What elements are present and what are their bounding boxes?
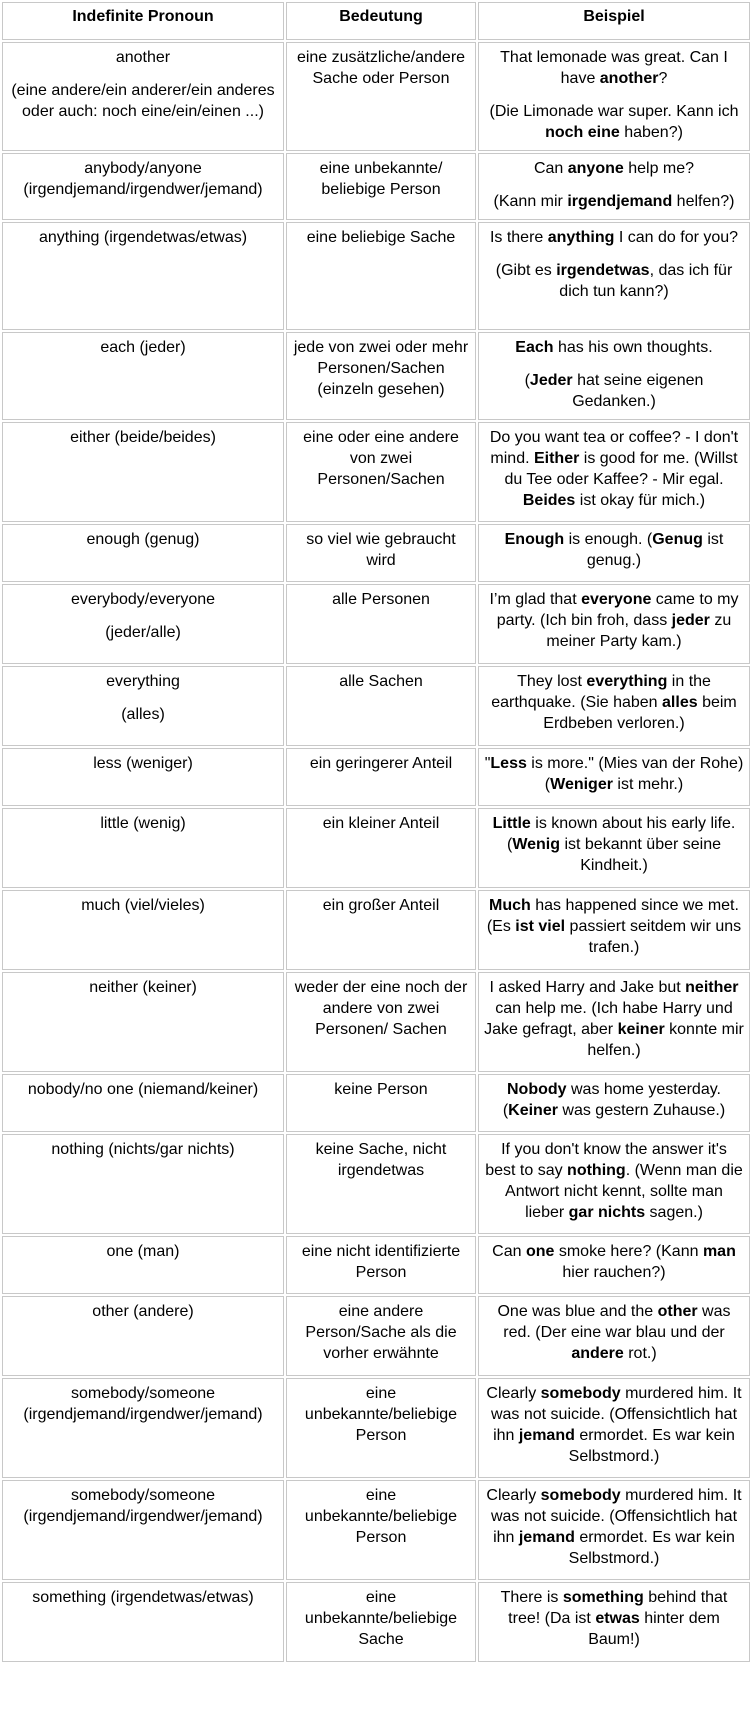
- example-cell: [478, 42, 750, 151]
- bold-text: Genug: [652, 531, 703, 548]
- meaning-cell: [286, 153, 476, 220]
- text: haben?): [619, 124, 683, 141]
- pronoun-cell-paragraph: [8, 80, 278, 122]
- bold-text: anything: [547, 229, 615, 246]
- pronoun-cell: [2, 1134, 284, 1234]
- table-row: [2, 1236, 750, 1294]
- example-cell-paragraph: [484, 260, 744, 302]
- example-cell: [478, 890, 750, 970]
- meaning-cell-paragraph: [292, 337, 470, 400]
- example-cell: [478, 972, 750, 1072]
- text: behind that tree! (Da ist: [508, 1589, 728, 1627]
- pronoun-cell: [2, 1480, 284, 1580]
- meaning-cell: [286, 584, 476, 664]
- bold-text: ist viel: [515, 918, 566, 935]
- bold-text: man: [702, 1243, 736, 1260]
- bold-text: something: [562, 1589, 644, 1606]
- text: anybody/anyone (irgendjemand/irgendwer/jemand): [23, 160, 263, 198]
- table-row: [2, 1480, 750, 1580]
- example-cell: [478, 332, 750, 420]
- text: eine unbekannte/ beliebige Person: [319, 160, 443, 198]
- table-row: [2, 1134, 750, 1234]
- text: nothing (nichts/gar nichts): [51, 1141, 235, 1158]
- text: keine Sache, nicht irgendetwas: [315, 1141, 447, 1179]
- pronoun-cell-paragraph: [8, 1241, 278, 1262]
- bold-text: alles: [662, 694, 698, 711]
- text: sagen.): [645, 1204, 703, 1221]
- meaning-cell: [286, 972, 476, 1072]
- example-cell: [478, 1134, 750, 1234]
- text: There is: [500, 1589, 563, 1606]
- text: ist genug.): [586, 531, 724, 569]
- text: hier rauchen?): [562, 1264, 666, 1281]
- example-cell-paragraph: [484, 1079, 744, 1121]
- meaning-cell: [286, 1378, 476, 1478]
- pronoun-cell-paragraph: [8, 1587, 278, 1608]
- text: One was blue and the: [497, 1303, 658, 1320]
- meaning-cell: [286, 1480, 476, 1580]
- example-cell-paragraph: [484, 977, 744, 1061]
- table-row: [2, 42, 750, 151]
- pronoun-cell-paragraph: [8, 622, 278, 643]
- example-cell-paragraph: [484, 1241, 744, 1283]
- pronoun-cell-paragraph: [8, 1301, 278, 1322]
- text: Can: [492, 1243, 526, 1260]
- text: beim Erdbeben verloren.): [543, 694, 737, 732]
- table-row: [2, 1074, 750, 1132]
- pronoun-cell-paragraph: [8, 753, 278, 774]
- text: helfen?): [672, 193, 735, 210]
- text: everything: [106, 673, 180, 690]
- pronoun-cell: [2, 332, 284, 420]
- pronoun-cell: [2, 422, 284, 522]
- meaning-cell-paragraph: [292, 47, 470, 89]
- example-cell: [478, 1074, 750, 1132]
- table-row: [2, 1296, 750, 1376]
- text: in the earthquake. (Sie haben: [491, 673, 711, 711]
- bold-text: Enough: [504, 531, 565, 548]
- text: (alles): [121, 706, 165, 723]
- pronoun-cell-paragraph: [8, 1383, 278, 1425]
- pronoun-cell-paragraph: [8, 1079, 278, 1100]
- meaning-cell: [286, 222, 476, 330]
- table-row: [2, 524, 750, 582]
- example-cell-paragraph: [484, 529, 744, 571]
- text: (Kann mir: [493, 193, 568, 210]
- bold-text: Wenig: [512, 836, 561, 853]
- meaning-cell-paragraph: [292, 1301, 470, 1364]
- meaning-cell-paragraph: [292, 1485, 470, 1548]
- example-cell: [478, 153, 750, 220]
- text: Is there: [489, 229, 548, 246]
- text: alle Personen: [332, 591, 430, 608]
- meaning-cell: [286, 524, 476, 582]
- pronoun-cell: [2, 1582, 284, 1662]
- bold-text: Either: [533, 450, 580, 467]
- meaning-cell: [286, 1236, 476, 1294]
- example-cell-paragraph: [484, 1301, 744, 1364]
- text: somebody/someone (irgendjemand/irgendwer/jemand): [23, 1487, 263, 1525]
- example-cell: [478, 222, 750, 330]
- bold-text: etwas: [595, 1610, 640, 1627]
- text: enough (genug): [86, 531, 200, 548]
- text: passiert seitdem wir uns trafen.): [565, 918, 742, 956]
- bold-text: Jeder: [529, 372, 573, 389]
- text: nobody/no one (niemand/keiner): [27, 1081, 259, 1098]
- pronoun-cell: [2, 584, 284, 664]
- bold-text: Weniger: [550, 776, 613, 793]
- pronoun-cell: [2, 1074, 284, 1132]
- text: is good for me. (Willst du Tee oder Kaffee? - Mir egal.: [504, 450, 738, 488]
- meaning-cell: [286, 1134, 476, 1234]
- example-cell-paragraph: [484, 753, 744, 795]
- example-cell: [478, 666, 750, 746]
- example-cell: [478, 1480, 750, 1580]
- meaning-cell: [286, 42, 476, 151]
- example-cell: [478, 584, 750, 664]
- text: I can do for you?: [614, 229, 739, 246]
- text: Can: [533, 160, 568, 177]
- text: either (beide/beides): [70, 429, 216, 446]
- text: ein großer Anteil: [322, 897, 440, 914]
- meaning-cell-paragraph: [292, 158, 470, 200]
- bold-text: Nobody: [507, 1081, 567, 1098]
- pronoun-cell-paragraph: [8, 337, 278, 358]
- text: eine nicht identifizierte Person: [301, 1243, 461, 1281]
- text: weder der eine noch der andere von zwei Personen/ Sachen: [294, 979, 468, 1038]
- bold-text: one: [525, 1243, 555, 1260]
- text: is enough. (: [564, 531, 653, 548]
- text: (: [524, 372, 530, 389]
- example-cell-paragraph: [484, 370, 744, 412]
- meaning-cell-paragraph: [292, 813, 470, 834]
- bold-text: other: [657, 1303, 698, 1320]
- text: has happened since we met. (Es: [486, 897, 739, 935]
- table-row: [2, 808, 750, 888]
- table-row: [2, 1582, 750, 1662]
- meaning-cell: [286, 332, 476, 420]
- pronoun-cell: [2, 748, 284, 806]
- text: other (andere): [92, 1303, 194, 1320]
- text: That lemonade was great. Can I have: [500, 49, 728, 87]
- text: rot.): [623, 1345, 657, 1362]
- bold-text: Beides: [522, 492, 576, 509]
- pronoun-cell: [2, 222, 284, 330]
- example-cell-paragraph: [484, 1139, 744, 1223]
- text: ermordet. Es war kein Selbstmord.): [568, 1427, 735, 1465]
- text: each (jeder): [100, 339, 186, 356]
- text: konnte mir helfen.): [587, 1021, 744, 1059]
- example-cell: [478, 1296, 750, 1376]
- example-cell-paragraph: [484, 158, 744, 179]
- bold-text: nothing: [567, 1162, 626, 1179]
- example-cell-paragraph: [484, 589, 744, 652]
- pronoun-cell: [2, 524, 284, 582]
- text: zu meiner Party kam.): [546, 612, 732, 650]
- text: eine unbekannte/beliebige Person: [304, 1487, 458, 1546]
- text: (Gibt es: [495, 262, 557, 279]
- example-cell-paragraph: [484, 191, 744, 212]
- text: so viel wie gebraucht wird: [306, 531, 456, 569]
- text: ist bekannt über seine Kindheit.): [560, 836, 722, 874]
- bold-text: Little: [492, 815, 531, 832]
- example-cell: [478, 1236, 750, 1294]
- text: much (viel/vieles): [81, 897, 205, 914]
- pronoun-cell: [2, 153, 284, 220]
- meaning-cell: [286, 890, 476, 970]
- table-row: [2, 972, 750, 1072]
- bold-text: Each: [515, 339, 554, 356]
- pronoun-cell: [2, 1236, 284, 1294]
- header-pronoun: Indefinite Pronoun: [2, 2, 284, 40]
- text: smoke here? (Kann: [554, 1243, 703, 1260]
- text: I’m glad that: [489, 591, 582, 608]
- bold-text: andere: [571, 1345, 624, 1362]
- meaning-cell-paragraph: [292, 529, 470, 571]
- example-cell-paragraph: [484, 337, 744, 358]
- text: help me?: [623, 160, 695, 177]
- text: eine andere Person/Sache als die vorher erwähnte: [305, 1303, 457, 1362]
- header-example: Beispiel: [478, 2, 750, 40]
- table-row: [2, 153, 750, 220]
- pronoun-cell-paragraph: [8, 1139, 278, 1160]
- table-row: [2, 748, 750, 806]
- pronoun-cell-paragraph: [8, 427, 278, 448]
- pronoun-cell: [2, 1296, 284, 1376]
- text: (eine andere/ein anderer/ein anderes oder auch: noch eine/ein/einen ...): [11, 82, 275, 120]
- meaning-cell: [286, 748, 476, 806]
- pronoun-cell-paragraph: [8, 227, 278, 248]
- example-cell: [478, 808, 750, 888]
- text: eine oder eine andere von zwei Personen/Sachen: [303, 429, 459, 488]
- bold-text: somebody: [540, 1385, 621, 1402]
- text: another: [115, 49, 171, 66]
- text: ein geringerer Anteil: [309, 755, 453, 772]
- text: has his own thoughts.: [553, 339, 713, 356]
- pronoun-cell-paragraph: [8, 1485, 278, 1527]
- bold-text: jemand: [518, 1529, 575, 1546]
- text: They lost: [517, 673, 587, 690]
- text: If you don't know the answer it's best to say: [485, 1141, 727, 1179]
- pronoun-cell-paragraph: [8, 589, 278, 610]
- example-cell-paragraph: [484, 47, 744, 89]
- meaning-cell-paragraph: [292, 427, 470, 490]
- text: . (Wenn man die Antwort nicht kennt, sollte man lieber: [505, 1162, 743, 1221]
- example-cell-paragraph: [484, 1383, 744, 1467]
- text: , das ich für dich tun kann?): [559, 262, 733, 300]
- pronoun-cell-paragraph: [8, 158, 278, 200]
- table-row: [2, 422, 750, 522]
- bold-text: somebody: [540, 1487, 621, 1504]
- pronoun-cell-paragraph: [8, 895, 278, 916]
- bold-text: another: [599, 70, 659, 87]
- bold-text: jeder: [671, 612, 710, 629]
- example-cell: [478, 1582, 750, 1662]
- text: eine beliebige Sache: [306, 229, 456, 246]
- example-cell: [478, 524, 750, 582]
- text: is known about his early life. (: [506, 815, 736, 853]
- example-cell: [478, 1378, 750, 1478]
- text: eine unbekannte/beliebige Person: [304, 1385, 458, 1444]
- text: ": [484, 755, 491, 772]
- table-row: [2, 332, 750, 420]
- pronoun-cell-paragraph: [8, 671, 278, 692]
- text: hat seine eigenen Gedanken.): [572, 372, 704, 410]
- bold-text: keiner: [617, 1021, 665, 1038]
- bold-text: everything: [586, 673, 668, 690]
- text: ist okay für mich.): [575, 492, 706, 509]
- text: less (weniger): [93, 755, 193, 772]
- meaning-cell-paragraph: [292, 895, 470, 916]
- pronoun-cell-paragraph: [8, 813, 278, 834]
- text: ein kleiner Anteil: [322, 815, 440, 832]
- bold-text: neither: [685, 979, 739, 996]
- pronoun-cell-paragraph: [8, 529, 278, 550]
- text: murdered him. It was not suicide. (Offensichtlich hat ihn: [490, 1385, 742, 1444]
- example-cell-paragraph: [484, 813, 744, 876]
- text: little (wenig): [100, 815, 186, 832]
- text: keine Person: [334, 1081, 428, 1098]
- text: can help me. (Ich habe Harry und Jake gefragt, aber: [484, 1000, 733, 1038]
- table-row: [2, 584, 750, 664]
- example-cell-paragraph: [484, 1587, 744, 1650]
- table-row: [2, 666, 750, 746]
- pronoun-cell: [2, 666, 284, 746]
- bold-text: Much: [489, 897, 531, 914]
- bold-text: Keiner: [508, 1102, 558, 1119]
- text: neither (keiner): [89, 979, 197, 996]
- pronoun-cell-paragraph: [8, 704, 278, 725]
- meaning-cell-paragraph: [292, 671, 470, 692]
- text: something (irgendetwas/etwas): [32, 1589, 254, 1606]
- bold-text: noch eine: [545, 124, 620, 141]
- example-cell: [478, 748, 750, 806]
- text: was red. (Der eine war blau und der: [503, 1303, 731, 1341]
- example-cell: [478, 422, 750, 522]
- pronoun-cell: [2, 1378, 284, 1478]
- text: Do you want tea or coffee? - I don't mind.: [489, 429, 739, 467]
- pronoun-cell: [2, 972, 284, 1072]
- meaning-cell: [286, 1074, 476, 1132]
- header-row: [2, 2, 750, 40]
- meaning-cell-paragraph: [292, 589, 470, 610]
- text: eine unbekannte/beliebige Sache: [304, 1589, 458, 1648]
- bold-text: anyone: [567, 160, 624, 177]
- meaning-cell-paragraph: [292, 1079, 470, 1100]
- text: was home yesterday. (: [502, 1081, 721, 1119]
- header-meaning: Bedeutung: [286, 2, 476, 40]
- text: (Die Limonade war super. Kann ich: [489, 103, 739, 120]
- text: everybody/everyone: [70, 591, 216, 608]
- meaning-cell-paragraph: [292, 1383, 470, 1446]
- text: was gestern Zuhause.): [557, 1102, 726, 1119]
- pronoun-cell: [2, 890, 284, 970]
- text: ?: [658, 70, 668, 87]
- meaning-cell-paragraph: [292, 1587, 470, 1650]
- meaning-cell: [286, 1582, 476, 1662]
- meaning-cell-paragraph: [292, 227, 470, 248]
- table-row: [2, 222, 750, 330]
- text: murdered him. It was not suicide. (Offensichtlich hat ihn: [490, 1487, 742, 1546]
- meaning-cell: [286, 808, 476, 888]
- text: hinter dem Baum!): [588, 1610, 720, 1648]
- example-cell-paragraph: [484, 1485, 744, 1569]
- text: ist mehr.): [612, 776, 684, 793]
- bold-text: Less: [490, 755, 527, 772]
- bold-text: jemand: [518, 1427, 575, 1444]
- bold-text: gar nichts: [568, 1204, 646, 1221]
- pronoun-cell: [2, 42, 284, 151]
- meaning-cell: [286, 1296, 476, 1376]
- text: eine zusätzliche/andere Sache oder Person: [296, 49, 466, 87]
- example-cell-paragraph: [484, 427, 744, 511]
- text: one (man): [106, 1243, 180, 1260]
- bold-text: irgendetwas: [556, 262, 650, 279]
- example-cell-paragraph: [484, 101, 744, 143]
- text: Clearly: [486, 1487, 541, 1504]
- meaning-cell-paragraph: [292, 1241, 470, 1283]
- pronoun-cell-paragraph: [8, 47, 278, 68]
- bold-text: everyone: [581, 591, 652, 608]
- text: ermordet. Es war kein Selbstmord.): [568, 1529, 735, 1567]
- text: somebody/someone (irgendjemand/irgendwer/jemand): [23, 1385, 263, 1423]
- example-cell-paragraph: [484, 227, 744, 248]
- text: jede von zwei oder mehr Personen/Sachen (einzeln gesehen): [293, 339, 469, 398]
- meaning-cell-paragraph: [292, 1139, 470, 1181]
- text: came to my party. (Ich bin froh, dass: [496, 591, 739, 629]
- pronoun-cell-paragraph: [8, 977, 278, 998]
- text: alle Sachen: [339, 673, 423, 690]
- pronoun-cell: [2, 808, 284, 888]
- text: Clearly: [486, 1385, 541, 1402]
- table-row: [2, 890, 750, 970]
- text: (jeder/alle): [105, 624, 181, 641]
- table-body: [2, 42, 750, 1662]
- meaning-cell-paragraph: [292, 977, 470, 1040]
- bold-text: irgendjemand: [567, 193, 673, 210]
- text: is more." (Mies van der Rohe) (: [526, 755, 744, 793]
- meaning-cell: [286, 422, 476, 522]
- table-row: [2, 1378, 750, 1478]
- example-cell-paragraph: [484, 671, 744, 734]
- example-cell-paragraph: [484, 895, 744, 958]
- meaning-cell-paragraph: [292, 753, 470, 774]
- text: I asked Harry and Jake but: [489, 979, 686, 996]
- text: anything (irgendetwas/etwas): [38, 229, 248, 246]
- meaning-cell: [286, 666, 476, 746]
